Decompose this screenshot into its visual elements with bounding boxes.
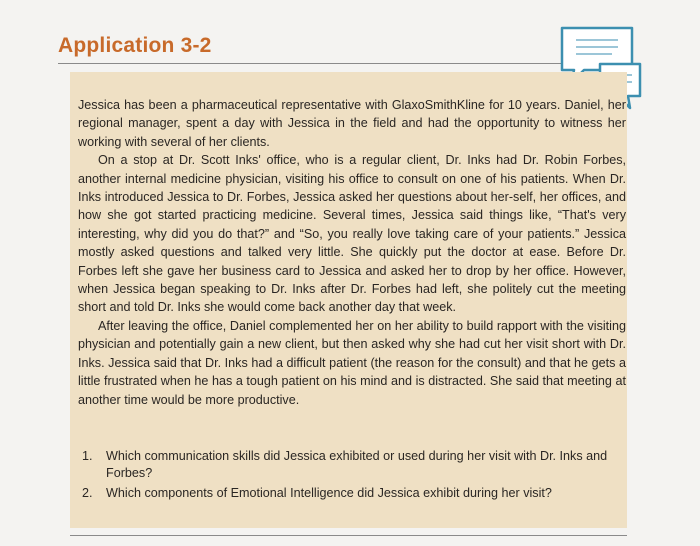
paragraph-intro: Jessica has been a pharmaceutical representative with GlaxoSmithKline for 10 years. Daniel, her regional manager, spent a day with Jessica in the field and had the opportunity to witness her working with several of her clients. (78, 98, 626, 149)
question-list (82, 448, 622, 506)
bottom-divider (70, 535, 627, 536)
question-item (82, 448, 622, 482)
title-divider (58, 63, 630, 64)
paragraph-visit: On a stop at Dr. Scott Inks' office, who is a regular client, Dr. Inks had Dr. Robin Forbes, another internal medicine physician, visiting his office to consult on one of his patients. When Dr. Inks introduced Jessica to Dr. Forbes, Jessica asked her questions about her-self, her offices, and how she got started practicing medicine. Several times, Jessica said things like, “That's very interesting, why did you do that?” and “So, you really love taking care of your patients.” Jessica mostly asked questions and talked very little. She quickly put the doctor at ease. Before Dr. Forbes left she gave her business card to Jessica and asked her to drop by her office. However, when Jessica began speaking to Dr. Inks after Dr. Forbes had left, she politely cut the meeting short and told Dr. Inks she would come back another day that week. (78, 153, 626, 315)
question-text: Which components of Emotional Intelligence did Jessica exhibit during her visit? (106, 486, 552, 501)
paragraph-followup: After leaving the office, Daniel complemented her on her ability to build rapport with the visiting physician and potentially gain a new client, but then asked why she had cut her visit short with Dr. Inks. Jessica said that Dr. Inks had a difficult patient (the reason for the consult) and that he gets a little frustrated when he has a tough patient on his mind and is distracted. She said that meeting at another time would be more productive. (78, 318, 626, 407)
question-number: 2. (82, 486, 93, 501)
question-item (82, 485, 622, 502)
question-text: Which communication skills did Jessica exhibited or used during her visit with Dr. Inks and Forbes? (106, 449, 608, 481)
case-study-text (78, 96, 626, 409)
question-number: 1. (82, 449, 93, 463)
page-title: Application 3-2 (58, 34, 212, 57)
